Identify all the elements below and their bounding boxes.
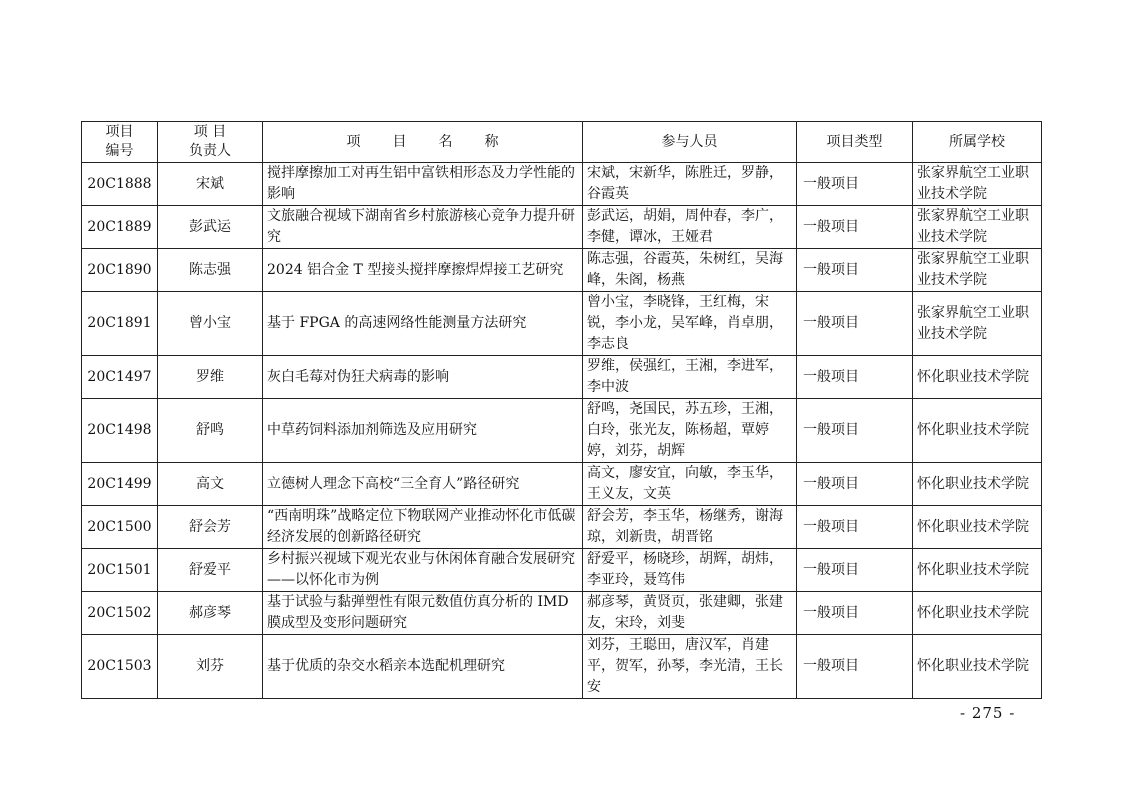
project-leader-cell: 郝彦琴 bbox=[158, 592, 263, 635]
members-cell: 宋斌，宋新华，陈胜迁，罗静，谷霞英 bbox=[583, 163, 797, 206]
table-row bbox=[82, 506, 1042, 549]
project-code-cell: 20C1499 bbox=[82, 463, 158, 506]
table-header-row bbox=[82, 122, 1042, 163]
school-cell: 张家界航空工业职业技术学院 bbox=[913, 163, 1042, 206]
project-code-cell: 20C1503 bbox=[82, 635, 158, 699]
table-row bbox=[82, 635, 1042, 699]
school-cell: 怀化职业技术学院 bbox=[913, 463, 1042, 506]
table-row bbox=[82, 356, 1042, 399]
project-code-cell: 20C1498 bbox=[82, 399, 158, 463]
table-row bbox=[82, 206, 1042, 249]
project-name-cell: 基于 FPGA 的高速网络性能测量方法研究 bbox=[263, 292, 583, 356]
project-type-cell: 一般项目 bbox=[797, 506, 913, 549]
project-name-cell: 中草药饲料添加剂筛选及应用研究 bbox=[263, 399, 583, 463]
school-cell: 张家界航空工业职业技术学院 bbox=[913, 206, 1042, 249]
project-code-cell: 20C1502 bbox=[82, 592, 158, 635]
project-leader-cell: 罗维 bbox=[158, 356, 263, 399]
project-code-cell: 20C1501 bbox=[82, 549, 158, 592]
members-cell: 高文，廖安宜，向敏，李玉华，王义友，文英 bbox=[583, 463, 797, 506]
members-cell: 彭武运，胡娟，周仲春，李广，李健，谭冰，王娅君 bbox=[583, 206, 797, 249]
project-name-cell: 立德树人理念下高校“三全育人”路径研究 bbox=[263, 463, 583, 506]
project-type-cell: 一般项目 bbox=[797, 635, 913, 699]
table-row bbox=[82, 463, 1042, 506]
school-cell: 怀化职业技术学院 bbox=[913, 592, 1042, 635]
project-code-cell: 20C1889 bbox=[82, 206, 158, 249]
project-code-cell: 20C1891 bbox=[82, 292, 158, 356]
school-cell: 怀化职业技术学院 bbox=[913, 549, 1042, 592]
project-leader-cell: 高文 bbox=[158, 463, 263, 506]
project-leader-cell: 曾小宝 bbox=[158, 292, 263, 356]
project-name-cell: 基于试验与黏弹塑性有限元数值仿真分析的 IMD 膜成型及变形问题研究 bbox=[263, 592, 583, 635]
project-code-cell: 20C1497 bbox=[82, 356, 158, 399]
header-project-type: 项目类型 bbox=[797, 122, 913, 163]
table-row bbox=[82, 163, 1042, 206]
table-row bbox=[82, 399, 1042, 463]
project-leader-cell: 刘芬 bbox=[158, 635, 263, 699]
project-leader-cell: 陈志强 bbox=[158, 249, 263, 292]
project-type-cell: 一般项目 bbox=[797, 463, 913, 506]
table-row bbox=[82, 549, 1042, 592]
project-leader-cell: 舒鸣 bbox=[158, 399, 263, 463]
members-cell: 舒鸣，尧国民，苏五珍，王湘，白玲，张光友，陈杨超，覃婷婷，刘芬，胡辉 bbox=[583, 399, 797, 463]
members-cell: 陈志强，谷霞英，朱树红，吴海峰，朱阁，杨燕 bbox=[583, 249, 797, 292]
header-project-leader: 项 目 负责人 bbox=[158, 122, 263, 163]
project-code-cell: 20C1500 bbox=[82, 506, 158, 549]
project-type-cell: 一般项目 bbox=[797, 249, 913, 292]
project-type-cell: 一般项目 bbox=[797, 163, 913, 206]
members-cell: 罗维，侯强红，王湘，李进军，李中波 bbox=[583, 356, 797, 399]
school-cell: 张家界航空工业职业技术学院 bbox=[913, 249, 1042, 292]
members-cell: 郝彦琴，黄贤页，张建卿，张建友，宋玲，刘斐 bbox=[583, 592, 797, 635]
table-row bbox=[82, 292, 1042, 356]
school-cell: 张家界航空工业职业技术学院 bbox=[913, 292, 1042, 356]
members-cell: 舒爱平，杨晓珍，胡辉，胡炜，李亚玲，聂笃伟 bbox=[583, 549, 797, 592]
project-name-cell: 文旅融合视域下湖南省乡村旅游核心竞争力提升研究 bbox=[263, 206, 583, 249]
school-cell: 怀化职业技术学院 bbox=[913, 635, 1042, 699]
page-number: - 275 - bbox=[960, 704, 1016, 722]
project-table bbox=[81, 121, 1042, 699]
header-project-name: 项 目 名 称 bbox=[263, 122, 583, 163]
project-type-cell: 一般项目 bbox=[797, 549, 913, 592]
members-cell: 刘芬，王聪田，唐汉军，肖建平，贺军，孙琴，李光清，王长安 bbox=[583, 635, 797, 699]
members-cell: 舒会芳，李玉华，杨继秀，谢海琼，刘新贵，胡晋铭 bbox=[583, 506, 797, 549]
school-cell: 怀化职业技术学院 bbox=[913, 399, 1042, 463]
project-leader-cell: 彭武运 bbox=[158, 206, 263, 249]
project-name-cell: 灰白毛莓对伪狂犬病毒的影响 bbox=[263, 356, 583, 399]
header-project-code: 项目 编号 bbox=[82, 122, 158, 163]
header-school: 所属学校 bbox=[913, 122, 1042, 163]
members-cell: 曾小宝，李晓锋，王红梅，宋锐，李小龙，吴军峰，肖卓朋，李志良 bbox=[583, 292, 797, 356]
project-leader-cell: 舒爱平 bbox=[158, 549, 263, 592]
project-type-cell: 一般项目 bbox=[797, 399, 913, 463]
project-type-cell: 一般项目 bbox=[797, 592, 913, 635]
table-row bbox=[82, 249, 1042, 292]
project-code-cell: 20C1888 bbox=[82, 163, 158, 206]
project-leader-cell: 宋斌 bbox=[158, 163, 263, 206]
project-type-cell: 一般项目 bbox=[797, 292, 913, 356]
table-row bbox=[82, 592, 1042, 635]
project-type-cell: 一般项目 bbox=[797, 206, 913, 249]
school-cell: 怀化职业技术学院 bbox=[913, 506, 1042, 549]
project-leader-cell: 舒会芳 bbox=[158, 506, 263, 549]
project-name-cell: 搅拌摩擦加工对再生铝中富铁相形态及力学性能的影响 bbox=[263, 163, 583, 206]
project-name-cell: 基于优质的杂交水稻亲本选配机理研究 bbox=[263, 635, 583, 699]
project-code-cell: 20C1890 bbox=[82, 249, 158, 292]
project-name-cell: “西南明珠”战略定位下物联网产业推动怀化市低碳经济发展的创新路径研究 bbox=[263, 506, 583, 549]
school-cell: 怀化职业技术学院 bbox=[913, 356, 1042, 399]
project-type-cell: 一般项目 bbox=[797, 356, 913, 399]
project-name-cell: 2024 铝合金 T 型接头搅拌摩擦焊焊接工艺研究 bbox=[263, 249, 583, 292]
header-members: 参与人员 bbox=[583, 122, 797, 163]
project-name-cell: 乡村振兴视域下观光农业与休闲体育融合发展研究——以怀化市为例 bbox=[263, 549, 583, 592]
